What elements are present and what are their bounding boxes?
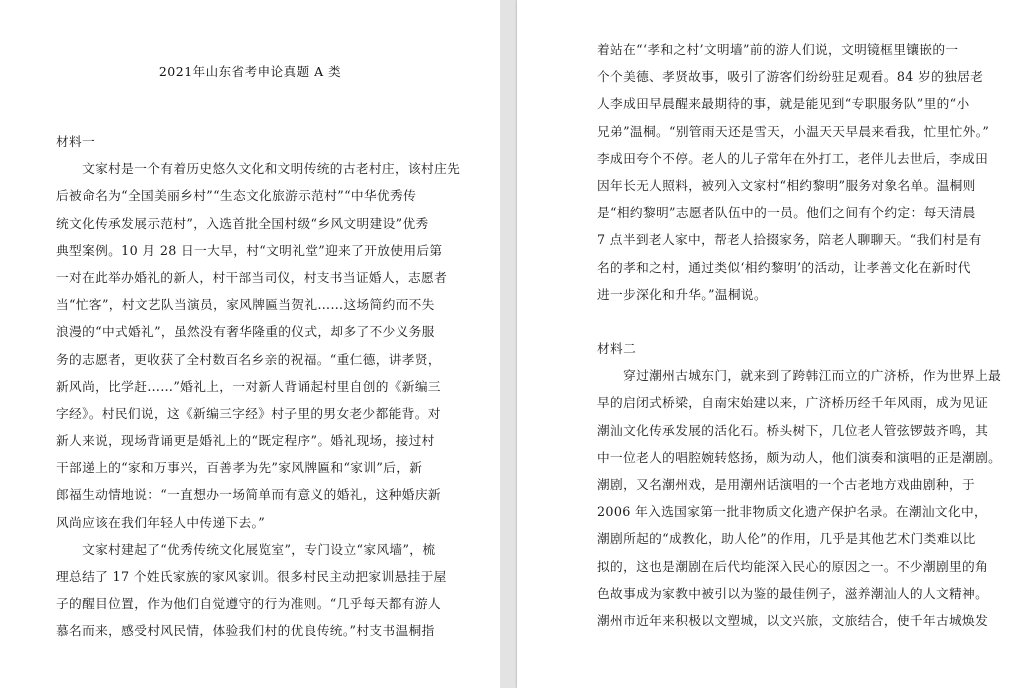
text-line: 潮汕文化传承发展的活化石。桥头树下，几位老人管弦锣鼓齐鸣，其 [597, 422, 989, 438]
text-line: 当“忙客”，村文艺队当演员，家风牌匾当贺礼……这场简约而不失 [56, 297, 435, 313]
text-line: 7 点半到老人家中，帮老人拾掇家务，陪老人聊聊天。“我们村是有 [597, 232, 982, 248]
left-page-text [56, 128, 461, 645]
text-line: 个个美德、孝贤故事，吸引了游客们纷纷驻足观看。84 岁的独居老 [597, 69, 984, 85]
text-line: 浪漫的“中式婚礼”，虽然没有奢华隆重的仪式，却多了不少义务服 [56, 324, 435, 340]
paragraph-gap [597, 308, 973, 335]
document-title: 2021年山东省考申论真题 A 类 [158, 64, 342, 79]
text-line: 理总结了 17 个姓氏家族的家风家训。很多村民主动把家训悬挂于屋 [56, 569, 447, 584]
text-line: 着站在“‘孝和之村’文明墙”前的游人们说，文明镜框里镶嵌的一 [597, 42, 959, 57]
text-line: 兄弟”温桐。“别管雨天还是雪天，小温天天早晨来看我，忙里忙外。” [597, 123, 990, 139]
text-line: 进一步深化和升华。”温桐说。 [597, 286, 767, 302]
text-line: 是“相约黎明”志愿者队伍中的一员。他们之间有个约定：每天清晨 [597, 205, 976, 221]
text-line: 名的孝和之村，通过类似‘相约黎明’的活动，让孝善文化在新时代 [597, 259, 971, 275]
section-heading: 材料二 [597, 341, 637, 357]
page-gutter [500, 0, 517, 688]
text-line: 李成田夸个不停。老人的儿子常年在外打工，老伴儿去世后，李成田 [597, 150, 989, 166]
text-line: 一对在此举办婚礼的新人，村干部当司仪，村支书当证婚人，志愿者 [56, 269, 448, 285]
text-line: 新人来说，现场背诵更是婚礼上的“既定程序”。婚礼现场，接过村 [56, 433, 435, 449]
text-line: 因年长无人照料，被列入文家村“相约黎明”服务对象名单。温桐则 [597, 177, 976, 193]
text-line: 后被命名为“全国美丽乡村”“生态文化旅游示范村”“中华优秀传 [56, 188, 417, 204]
text-line: 人李成田早晨醒来最期待的事，就是能见到“专职服务队”里的“小 [597, 96, 970, 112]
text-line: 穿过潮州古城东门，就来到了跨韩江而立的广济桥，作为世界上最 [597, 368, 1002, 384]
text-line: 干部递上的“家和万事兴，百善孝为先”家风牌匾和“家训”后，新 [56, 460, 423, 476]
text-line: 潮州市近年来积极以文塑城，以文兴旅，文旅结合，使千年古城焕发 [597, 612, 989, 628]
text-line: 潮剧所起的“成教化，助人伦”的作用，几乎是其他艺术门类难以比 [597, 531, 976, 547]
text-line: 2006 年入选国家第一批非物质文化遗产保护名录。在潮汕文化中， [597, 504, 988, 520]
text-line: 文家村是一个有着历史悠久文化和文明传统的古老村庄，该村庄先 [56, 161, 461, 177]
text-line: 子的醒目位置，作为他们自觉遵守的行为准则。“几乎每天都有游人 [56, 596, 441, 612]
text-line: 文家村建起了“优秀传统文化展览室”，专门设立“家风墙”，梳 [56, 541, 436, 557]
text-line: 慕名而来，感受村风民情，体验我们村的优良传统。”村支书温桐指 [56, 623, 435, 639]
right-page-text [597, 36, 1002, 634]
section-heading: 材料一 [56, 134, 96, 149]
text-line: 潮剧，又名潮州戏，是用潮州话演唱的一个古老地方戏曲剧种，于 [597, 477, 976, 492]
text-line: 典型案例。10 月 28 日一大早，村“文明礼堂”迎来了开放使用后第 [56, 242, 443, 258]
text-line: 郎福生动情地说：“一直想办一场简单而有意义的婚礼，这种婚庆新 [56, 487, 441, 503]
text-line: 风尚应该在我们年轻人中传递下去。” [56, 514, 266, 530]
text-line: 色故事成为家教中被引以为鉴的最佳例子，滋养潮汕人的人文精神。 [597, 585, 989, 601]
text-line: 新风尚，比学赶……”婚礼上，一对新人背诵起村里自创的《新编三 [56, 378, 441, 394]
text-line: 中一位老人的唱腔婉转悠扬，颇为动人，他们演奏和演唱的正是潮剧。 [597, 449, 1002, 465]
text-line: 务的志愿者，更收获了全村数百名乡亲的祝福。“重仁德，讲孝贤， [56, 351, 441, 367]
text-line: 拟的，这也是潮剧在后代均能深入民心的原因之一。不少潮剧里的角 [597, 558, 989, 574]
text-line: 统文化传承发展示范村”，入选首批全国村级“乡风文明建设”优秀 [56, 215, 429, 231]
text-line: 字经》。村民们说，这《新编三字经》村子里的男女老少都能背。对 [56, 405, 441, 421]
text-line: 早的启闭式桥梁，自南宋始建以来，广济桥历经千年风雨，成为见证 [597, 395, 989, 411]
